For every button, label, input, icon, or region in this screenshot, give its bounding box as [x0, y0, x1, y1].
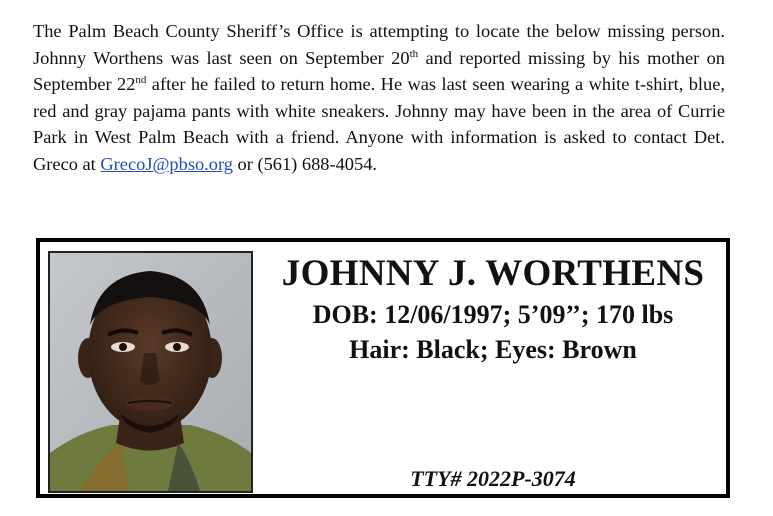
ordinal-suffix-2: nd: [135, 74, 147, 87]
email-link[interactable]: GrecoJ@pbso.org: [100, 153, 233, 174]
ordinal-suffix-1: th: [409, 47, 419, 60]
dob-height-weight: DOB: 12/06/1997; 5’09’’; 170 lbs: [312, 300, 674, 329]
missing-person-card: [36, 238, 730, 498]
notice-text-3: after he failed to return home. He was last seen wearing a white t-shirt, blue, red and gray pajama pants with white sneakers. Johnny may have been in the area of Currie Park in West Palm Beach with a friend. Anyone with information is asked to contact Det. Greco at: [33, 74, 725, 174]
missing-person-notice: [33, 18, 725, 178]
notice-text-1: The Palm Beach County Sheriff’s Office is attempting to locate the below missing person. Johnny Worthens was last seen on September 20: [33, 21, 725, 68]
person-name: JOHNNY J. WORTHENS: [281, 253, 705, 294]
mugshot-photo: [48, 251, 253, 493]
notice-text-2: and reported missing by his mother on September 22: [33, 47, 725, 95]
notice-text-4: or (561) 688-4054.: [232, 153, 377, 174]
case-number: TTY# 2022P-3074: [410, 466, 576, 491]
hair-eye-color: Hair: Black; Eyes: Brown: [349, 335, 637, 364]
